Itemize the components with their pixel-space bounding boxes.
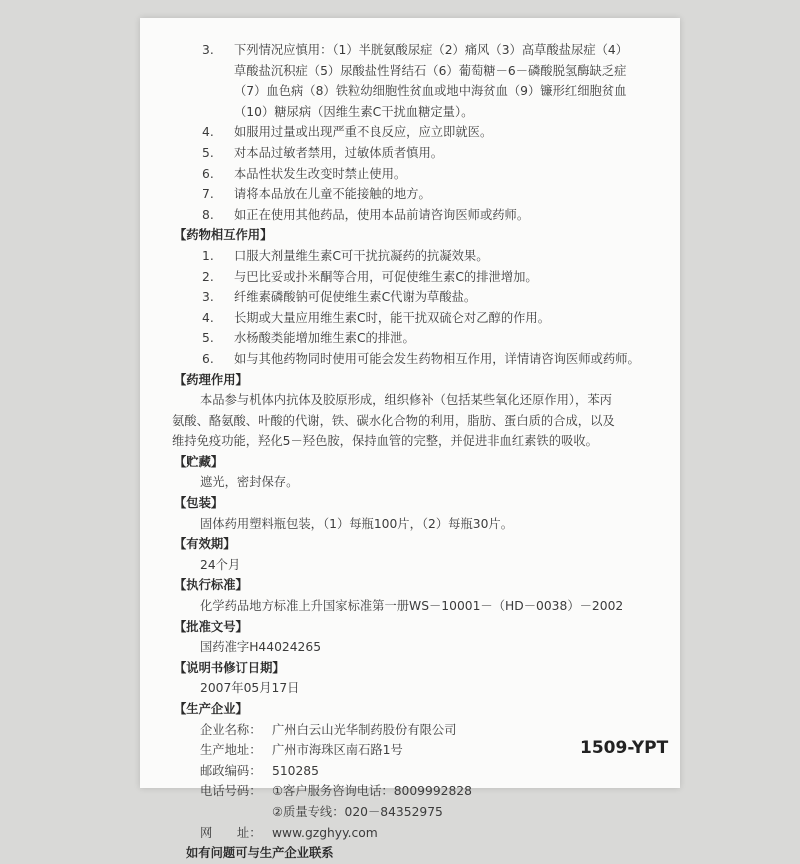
validity-heading: 【有效期】 xyxy=(174,537,236,552)
precaution-item-6: 6. 本品性状发生改变时禁止使用。 xyxy=(202,166,407,181)
interaction-item: 6. 如与其他药物同时使用可能会发生药物相互作用，详情请咨询医师或药师。 xyxy=(202,351,640,366)
interactions-heading: 【药物相互作用】 xyxy=(174,228,273,243)
interaction-item: 5. 水杨酸类能增加维生素C的排泄。 xyxy=(202,331,415,346)
approval-text: 国药准字H44024265 xyxy=(200,640,322,655)
interaction-item: 2. 与巴比妥或扑米酮等合用，可促使维生素C的排泄增加。 xyxy=(202,269,538,284)
approval-heading: 【批准文号】 xyxy=(174,619,248,634)
pharmacology-line: 本品参与机体内抗体及胶原形成，组织修补（包括某些氧化还原作用），苯丙 xyxy=(200,393,612,408)
pharmacology-heading: 【药理作用】 xyxy=(174,372,248,387)
storage-text: 遮光，密封保存。 xyxy=(200,475,299,490)
print-code: 1509-YPT xyxy=(580,738,669,758)
precaution-item-4: 4. 如服用过量或出现严重不良反应，应立即就医。 xyxy=(202,125,493,140)
manufacturer-address: 生产地址： 广州市海珠区南石路1号 xyxy=(200,743,403,758)
pharmacology-line: 氨酸、酪氨酸、叶酸的代谢，铁、碳水化合物的利用，脂肪、蛋白质的合成，以及 xyxy=(172,413,615,428)
manufacturer-name: 企业名称： 广州白云山光华制药股份有限公司 xyxy=(200,722,457,737)
interaction-item: 4. 长期或大量应用维生素C时，能干扰双硫仑对乙醇的作用。 xyxy=(202,310,551,325)
package-text: 固体药用塑料瓶包装，（1）每瓶100片，（2）每瓶30片。 xyxy=(200,516,513,531)
revision-heading: 【说明书修订日期】 xyxy=(174,660,285,675)
precaution-item-8: 8. 如正在使用其他药品，使用本品前请咨询医师或药师。 xyxy=(202,207,530,222)
standard-text: 化学药品地方标准上升国家标准第一册WS－10001－（HD－0038）－2002 xyxy=(200,599,624,614)
revision-text: 2007年05月17日 xyxy=(200,681,300,696)
standard-heading: 【执行标准】 xyxy=(174,578,248,593)
storage-heading: 【贮藏】 xyxy=(174,454,224,469)
validity-text: 24个月 xyxy=(200,557,241,572)
package-heading: 【包装】 xyxy=(174,496,224,511)
contact-note: 如有问题可与生产企业联系 xyxy=(186,846,334,861)
interaction-item: 3. 纤维素磷酸钠可促使维生素C代谢为草酸盐。 xyxy=(202,290,477,305)
precaution-item-3: 3. 下列情况应慎用：（1）半胱氨酸尿症（2）痛风（3）高草酸盐尿症（4） 草酸盐沉积症（5）尿酸盐性肾结石（6）葡萄糖－6－磷酸脱氢酶缺乏症 （7）血色病（8）铁粒幼细胞性贫血或地中海贫血（9）镰形红细胞贫血 （10）糖尿病（因维生素C干扰血糖定量）。 xyxy=(202,43,629,119)
manufacturer-zip: 邮政编码： 510285 xyxy=(200,763,319,778)
manufacturer-heading: 【生产企业】 xyxy=(174,702,248,716)
manufacturer-phone: 电话号码： ①客户服务咨询电话：8009992828 xyxy=(200,784,472,799)
precaution-item-7: 7. 请将本品放在儿童不能接触的地方。 xyxy=(202,187,431,202)
manufacturer-website: 网 址： www.gzghyy.com xyxy=(200,825,378,840)
precaution-item-5: 5. 对本品过敏者禁用，过敏体质者慎用。 xyxy=(202,145,444,160)
manufacturer-phone-quality: ②质量专线：020－84352975 xyxy=(272,804,443,819)
pharmacology-line: 维持免疫功能，羟化5－羟色胺，保持血管的完整，并促进非血红素铁的吸收。 xyxy=(172,434,598,449)
interaction-item: 1. 口服大剂量维生素C可干扰抗凝药的抗凝效果。 xyxy=(202,248,489,263)
